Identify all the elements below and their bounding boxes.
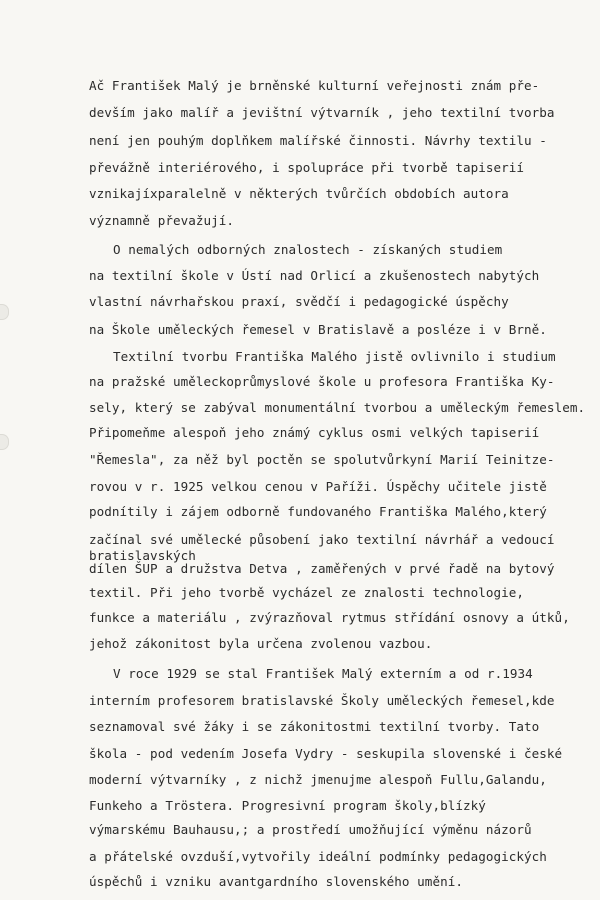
text-line: moderní výtvarníky , z nichž jmenujme alespoň Fullu,Galandu, [89,772,547,787]
text-line: Funkeho a Tröstera. Progresivní program školy,blízký [89,798,486,813]
text-line: převážně interiérového, i spolupráce při tvorbě tapiserií [89,160,525,175]
text-line: textil. Při jeho tvorbě vycházel ze znalosti technologie, [89,585,525,600]
text-line: O nemalých odborných znalostech - získaných studiem [113,242,503,257]
text-line: bratislavských [89,548,196,563]
text-line: sely, který se zabýval monumentální tvorbou a uměleckým řemeslem. [89,400,586,415]
text-line: "Řemesla", za něž byl poctěn se spolutvůrkyní Marií Teinitze- [89,452,555,467]
text-line: úspěchů i vzniku avantgardního slovenského umění. [89,874,463,889]
text-line: škola - pod vedením Josefa Vydry - seskupila slovenské i české [89,746,563,761]
text-line: není jen pouhým doplňkem malířské činnosti. Návrhy textilu - [89,133,547,148]
text-line: vlastní návrhařskou praxí, svědčí i pedagogické úspěchy [89,294,509,309]
punch-hole [0,434,9,450]
text-line: devším jako malíř a jevištní výtvarník , jeho textilní tvorba [89,105,555,120]
text-line: rovou v r. 1925 velkou cenou v Paříži. Úspěchy učitele jistě [89,479,547,494]
punch-hole [0,304,9,320]
text-line: začínal své umělecké působení jako textilní návrhář a vedoucí [89,532,555,547]
text-line: na pražské uměleckoprůmyslové škole u profesora Františka Ky- [89,374,555,389]
text-line: funkce a materiálu , zvýrazňoval rytmus střídání osnovy a útků, [89,610,570,625]
text-line: na textilní škole v Ústí nad Orlicí a zkušenostech nabytých [89,268,540,283]
text-line: Ač František Malý je brněnské kulturní veřejnosti znám pře- [89,78,540,93]
text-line: interním profesorem bratislavské Školy uměleckých řemesel,kde [89,693,555,708]
text-line: a přátelské ovzduší,vytvořily ideální podmínky pedagogických [89,849,547,864]
text-line: dílen ŠUP a družstva Detva , zaměřených v prvé řadě na bytový [89,561,555,576]
text-line: Textilní tvorbu Františka Malého jistě ovlivnilo i studium [113,349,556,364]
text-line: Připomeňme alespoň jeho známý cyklus osmi velkých tapiserií [89,425,540,440]
text-line: seznamoval své žáky i se zákonitostmi textilní tvorby. Tato [89,719,540,734]
text-line: výmarskému Bauhausu,; a prostředí umožňující výměnu názorů [89,822,532,837]
text-line: významně převažují. [89,213,235,228]
text-line: na Škole uměleckých řemesel v Bratislavě a posléze i v Brně. [89,322,547,337]
text-line: vznikajíxparalelně v některých tvůrčích obdobích autora [89,186,509,201]
text-line: V roce 1929 se stal František Malý externím a od r.1934 [113,666,533,681]
text-line: podnítily i zájem odborně fundovaného Františka Malého,který [89,504,547,519]
text-line: jehož zákonitost byla určena zvolenou vazbou. [89,636,433,651]
